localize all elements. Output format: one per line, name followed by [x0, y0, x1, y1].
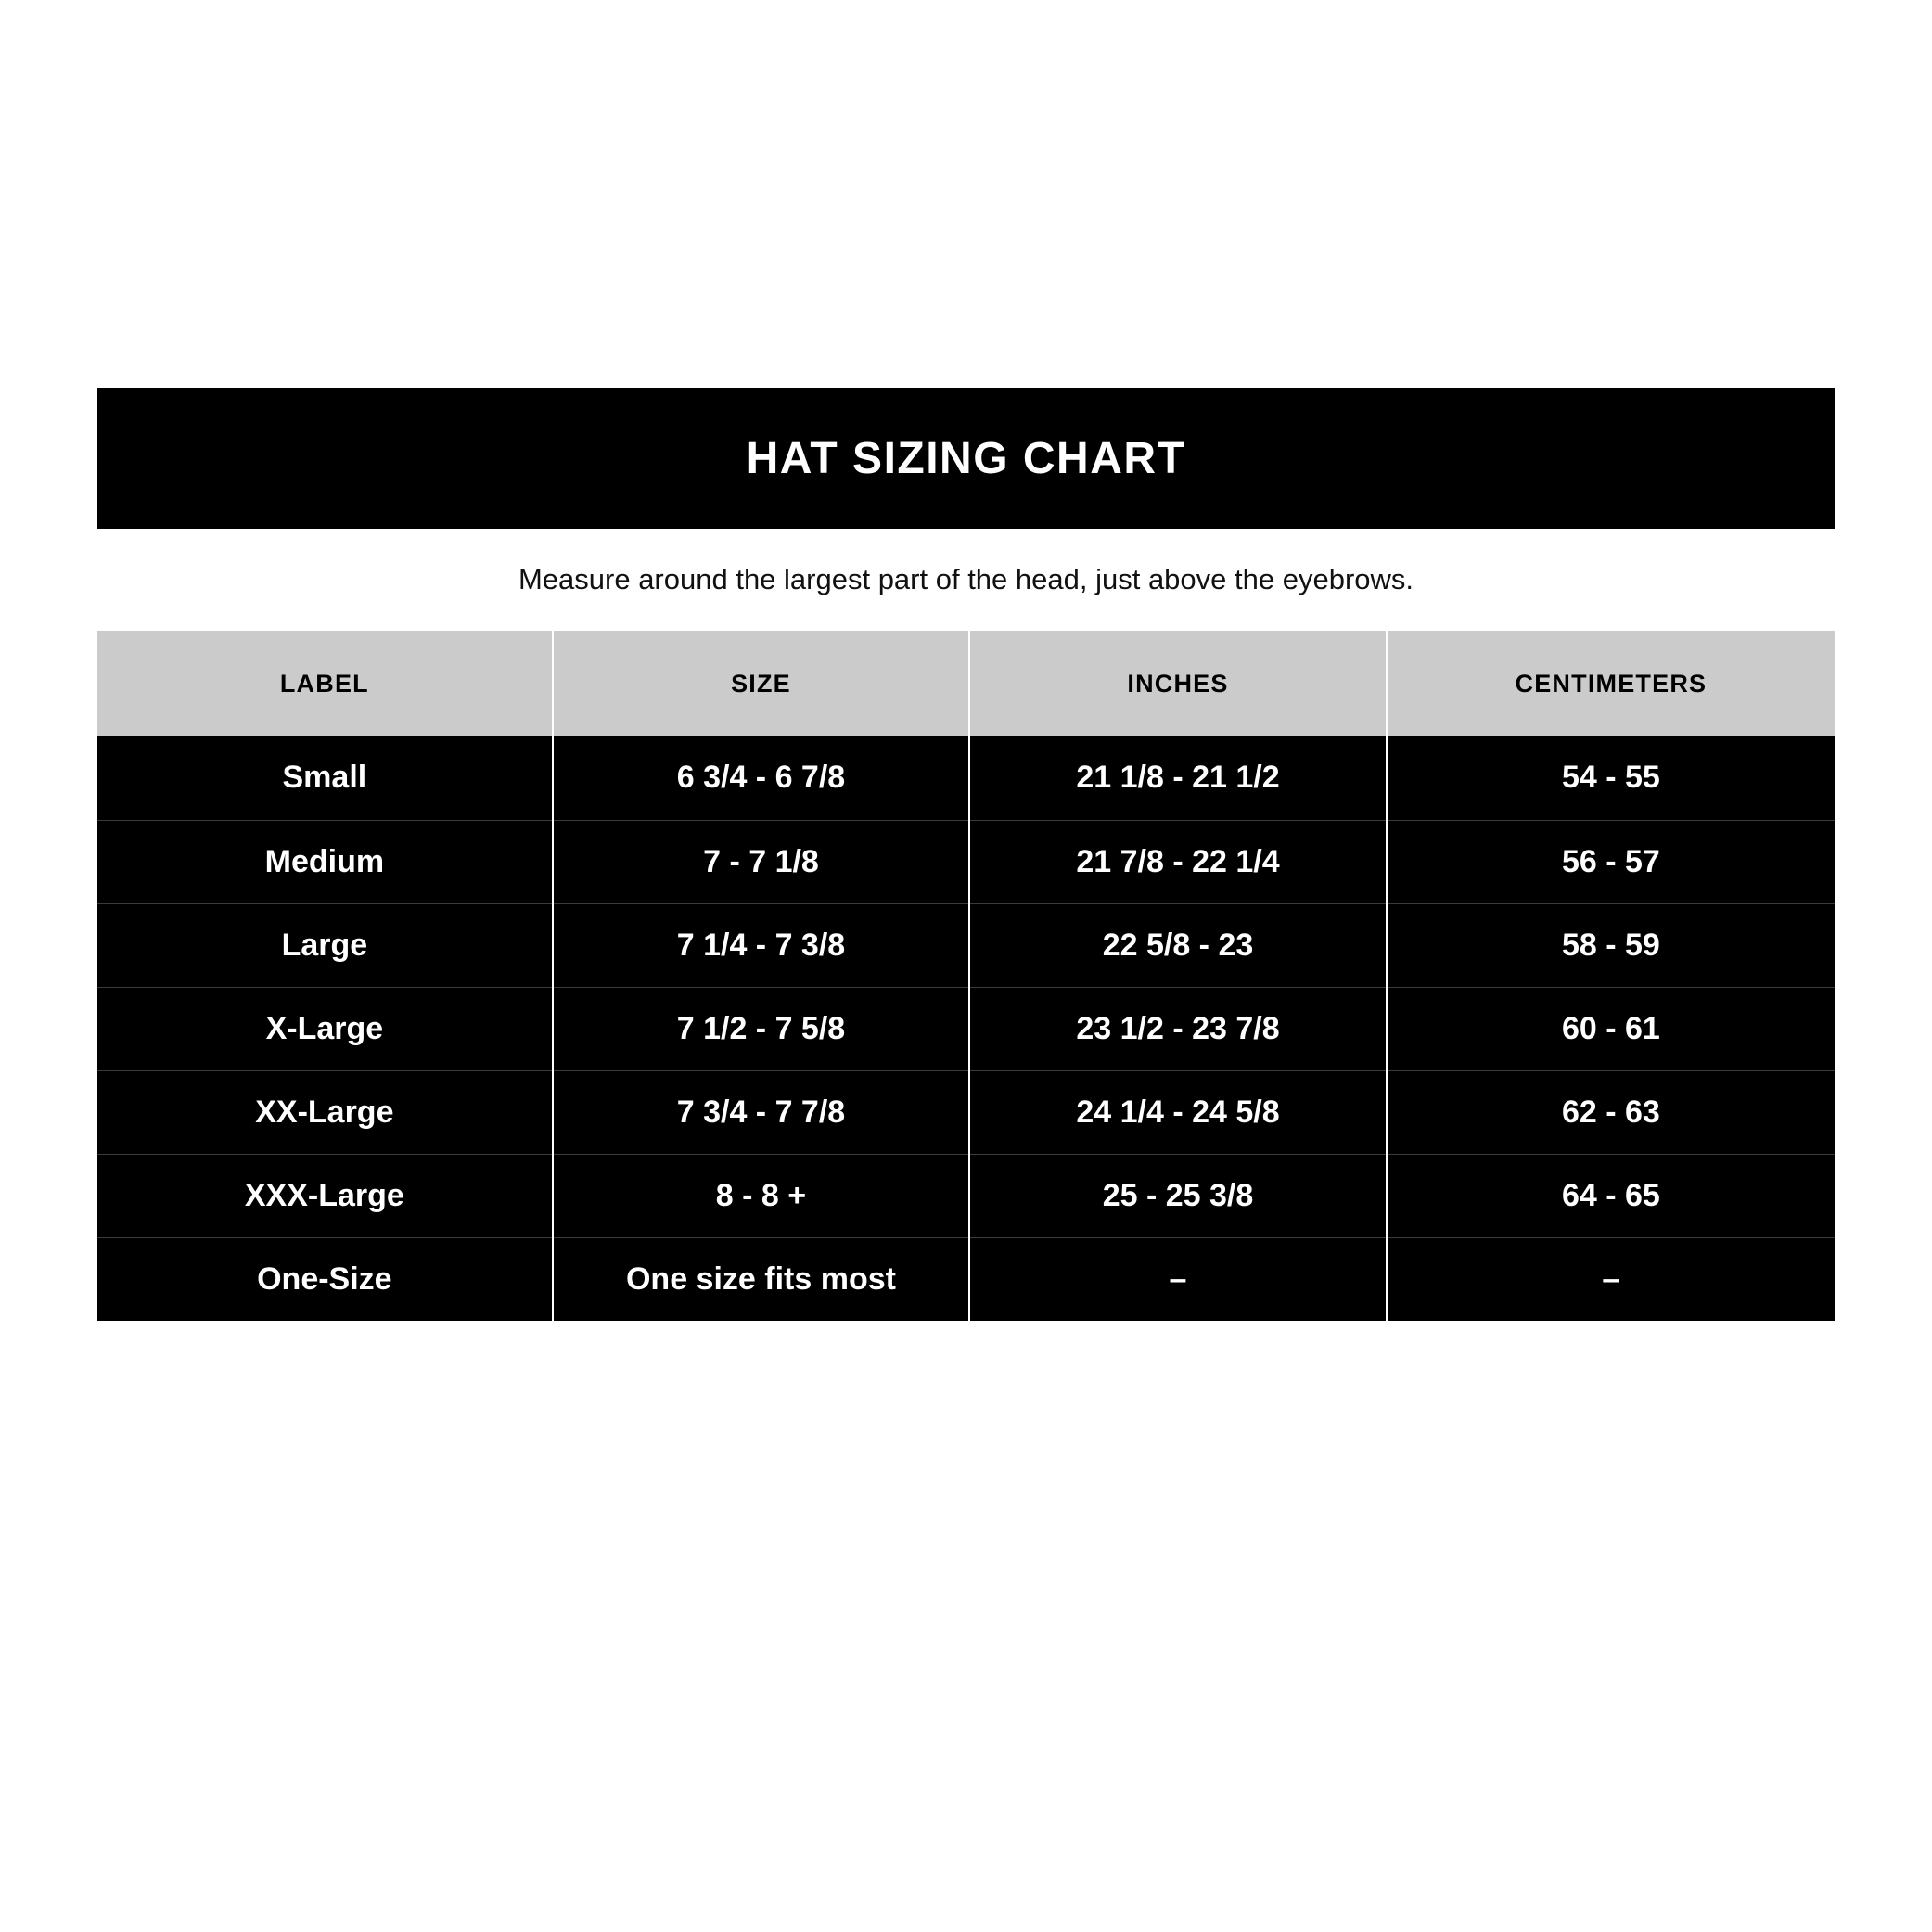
cell-label: Small	[97, 736, 553, 820]
table-header	[97, 631, 1835, 736]
cell-centimeters: 54 - 55	[1387, 736, 1835, 820]
cell-centimeters: 64 - 65	[1387, 1154, 1835, 1237]
table-row	[97, 1237, 1835, 1321]
cell-label: Large	[97, 903, 553, 987]
cell-size: 7 1/2 - 7 5/8	[553, 987, 970, 1070]
cell-inches: 25 - 25 3/8	[969, 1154, 1387, 1237]
cell-size: 7 3/4 - 7 7/8	[553, 1070, 970, 1154]
table-row	[97, 820, 1835, 903]
chart-subtitle: Measure around the largest part of the head, just above the eyebrows.	[518, 563, 1414, 595]
chart-subtitle-bar	[97, 529, 1835, 631]
cell-label: X-Large	[97, 987, 553, 1070]
cell-inches: 23 1/2 - 23 7/8	[969, 987, 1387, 1070]
table-body	[97, 736, 1835, 1321]
cell-size: 6 3/4 - 6 7/8	[553, 736, 970, 820]
cell-centimeters: 60 - 61	[1387, 987, 1835, 1070]
table-row	[97, 1154, 1835, 1237]
page-title: HAT SIZING CHART	[746, 433, 1186, 483]
cell-size: One size fits most	[553, 1237, 970, 1321]
cell-label: One-Size	[97, 1237, 553, 1321]
cell-centimeters: –	[1387, 1237, 1835, 1321]
cell-inches: 24 1/4 - 24 5/8	[969, 1070, 1387, 1154]
table-header-row	[97, 631, 1835, 736]
cell-inches: 21 7/8 - 22 1/4	[969, 820, 1387, 903]
chart-title-bar	[97, 388, 1835, 529]
sizing-table	[97, 631, 1835, 1321]
table-row	[97, 987, 1835, 1070]
cell-inches: 22 5/8 - 23	[969, 903, 1387, 987]
cell-centimeters: 58 - 59	[1387, 903, 1835, 987]
column-header-label: LABEL	[97, 631, 553, 736]
cell-centimeters: 56 - 57	[1387, 820, 1835, 903]
cell-inches: –	[969, 1237, 1387, 1321]
cell-inches: 21 1/8 - 21 1/2	[969, 736, 1387, 820]
cell-size: 7 - 7 1/8	[553, 820, 970, 903]
column-header-inches: INCHES	[969, 631, 1387, 736]
table-row	[97, 903, 1835, 987]
cell-centimeters: 62 - 63	[1387, 1070, 1835, 1154]
cell-label: Medium	[97, 820, 553, 903]
table-row	[97, 736, 1835, 820]
cell-size: 7 1/4 - 7 3/8	[553, 903, 970, 987]
cell-size: 8 - 8 +	[553, 1154, 970, 1237]
cell-label: XX-Large	[97, 1070, 553, 1154]
column-header-size: SIZE	[553, 631, 970, 736]
cell-label: XXX-Large	[97, 1154, 553, 1237]
table-row	[97, 1070, 1835, 1154]
hat-sizing-chart	[97, 388, 1835, 1321]
column-header-centimeters: CENTIMETERS	[1387, 631, 1835, 736]
